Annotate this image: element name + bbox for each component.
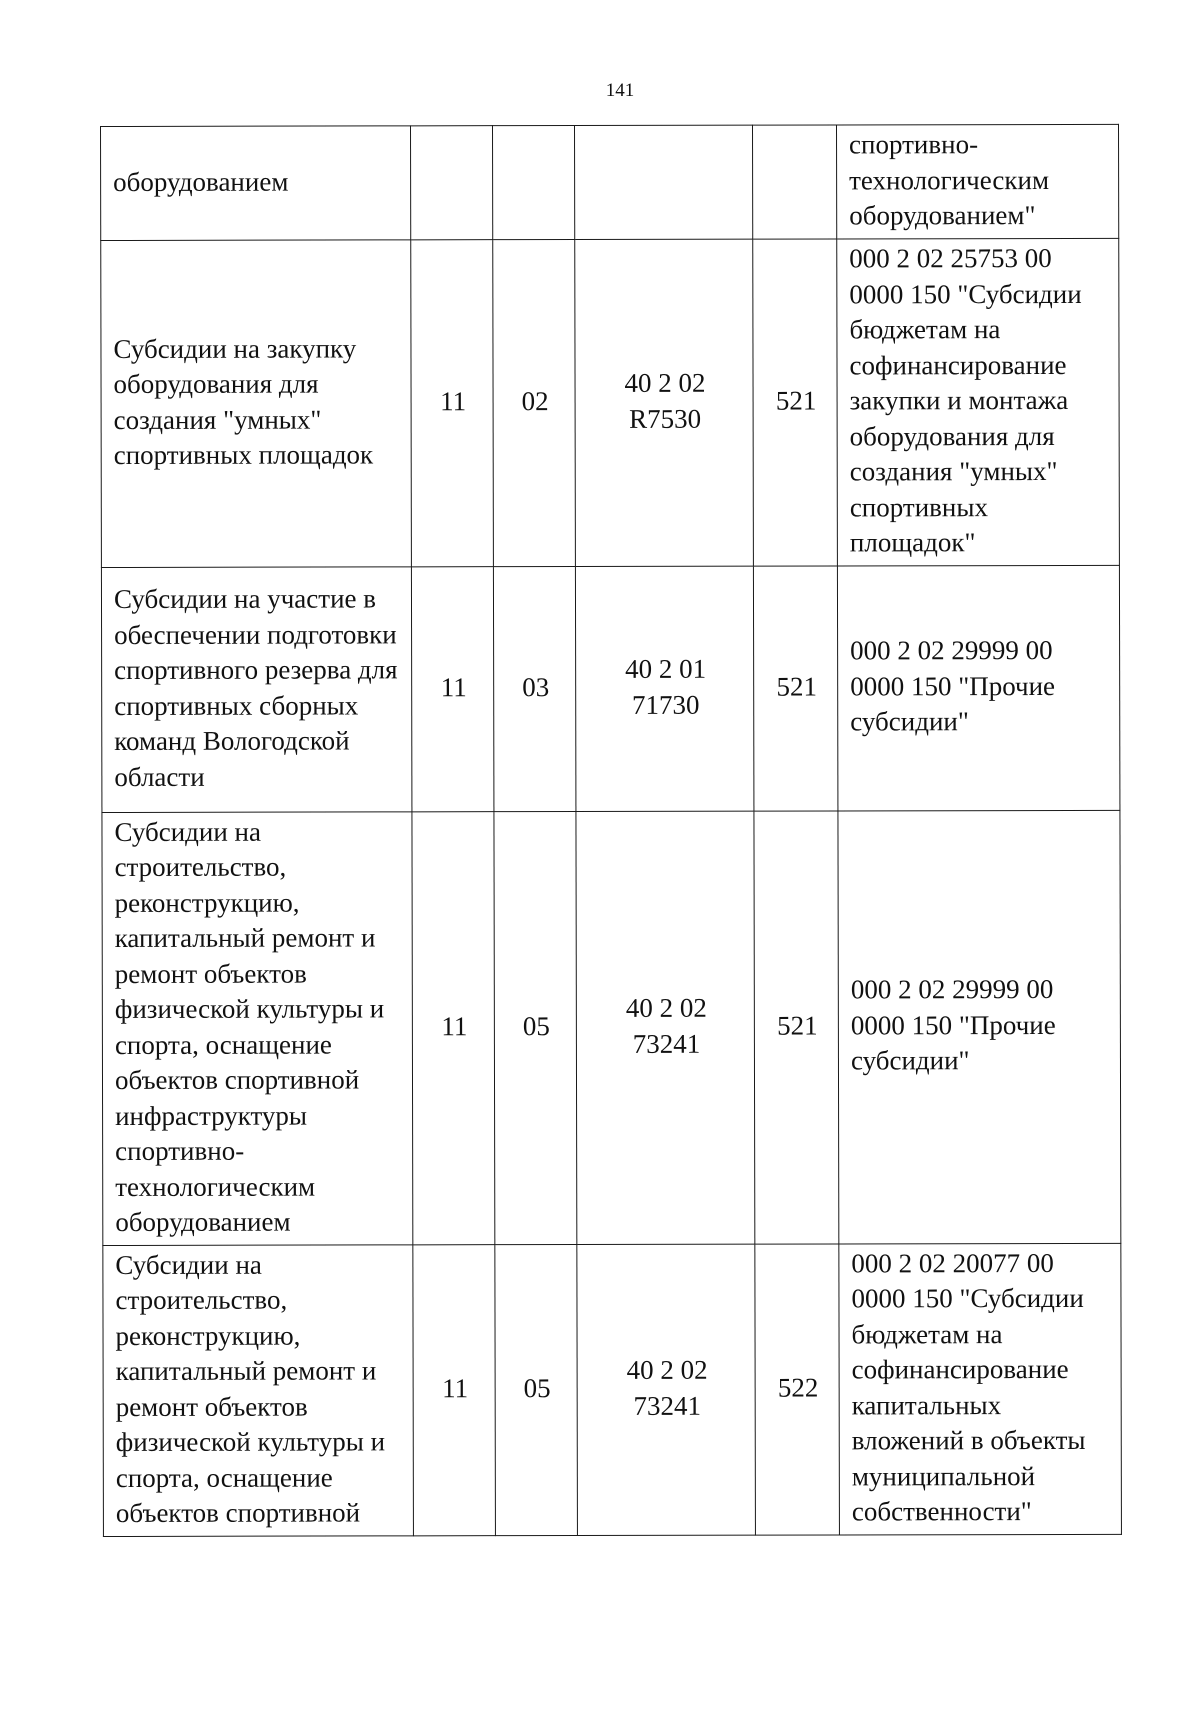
revenue-code-cell: 000 2 02 25753 00 0000 150 "Субсидии бюджетам на софинансирование закупки и монтажа оборудования для создания "умных" спортивных площадок" (837, 238, 1120, 565)
table-row (101, 124, 1119, 240)
table-row (102, 810, 1121, 1245)
revenue-code-cell: 000 2 02 29999 00 0000 150 "Прочие субсидии" (837, 565, 1120, 811)
target-code-cell (575, 125, 753, 239)
subsection-cell: 05 (495, 1244, 578, 1535)
expense-type-cell: 522 (755, 1243, 840, 1534)
row-name-cell: Субсидии на закупку оборудования для создания "умных" спортивных площадок (101, 240, 412, 567)
section-cell: 11 (412, 811, 495, 1244)
revenue-code-cell: спортивно- технологическим оборудованием" (836, 124, 1118, 239)
target-code-cell: 40 2 02 73241 (577, 1244, 756, 1535)
expense-type-cell (752, 125, 836, 239)
row-name-cell: Субсидии на участие в обеспечении подготовки спортивного резерва для спортивных сборных команд Вологодской области (101, 566, 412, 812)
subsection-cell: 03 (493, 566, 576, 811)
table-row (103, 1243, 1122, 1536)
section-cell: 11 (411, 240, 494, 567)
subsection-cell (493, 126, 575, 240)
budget-table (100, 124, 1122, 1537)
row-name-cell: оборудованием (101, 126, 411, 241)
expense-type-cell: 521 (753, 239, 838, 566)
target-code-cell: 40 2 01 71730 (575, 566, 754, 811)
row-name-cell: Субсидии на строительство, реконструкцию, капитальный ремонт и ремонт объектов физической культуры и спорта, оснащение объектов спортивной (103, 1244, 414, 1536)
row-name-cell: Субсидии на строительство, реконструкцию, капитальный ремонт и ремонт объектов физической культуры и спорта, оснащение объектов спортивной инфраструктуры спортивно-технологическим оборудованием (102, 811, 413, 1245)
section-cell (411, 126, 493, 240)
page-number: 141 (605, 80, 635, 101)
section-cell: 11 (413, 1244, 496, 1535)
subsection-cell: 05 (494, 811, 577, 1244)
expense-type-cell: 521 (753, 565, 838, 810)
target-code-cell: 40 2 02 73241 (576, 811, 755, 1244)
section-cell: 11 (411, 566, 494, 811)
table-row (101, 238, 1120, 567)
table-row (101, 565, 1120, 812)
revenue-code-cell: 000 2 02 20077 00 0000 150 "Субсидии бюджетам на софинансирование капитальных вложений в объекты муниципальной собственности" (839, 1243, 1122, 1535)
target-code-cell: 40 2 02 R7530 (575, 239, 754, 566)
expense-type-cell: 521 (754, 810, 839, 1243)
revenue-code-cell: 000 2 02 29999 00 0000 150 "Прочие субсидии" (838, 810, 1121, 1244)
subsection-cell: 02 (493, 240, 576, 567)
